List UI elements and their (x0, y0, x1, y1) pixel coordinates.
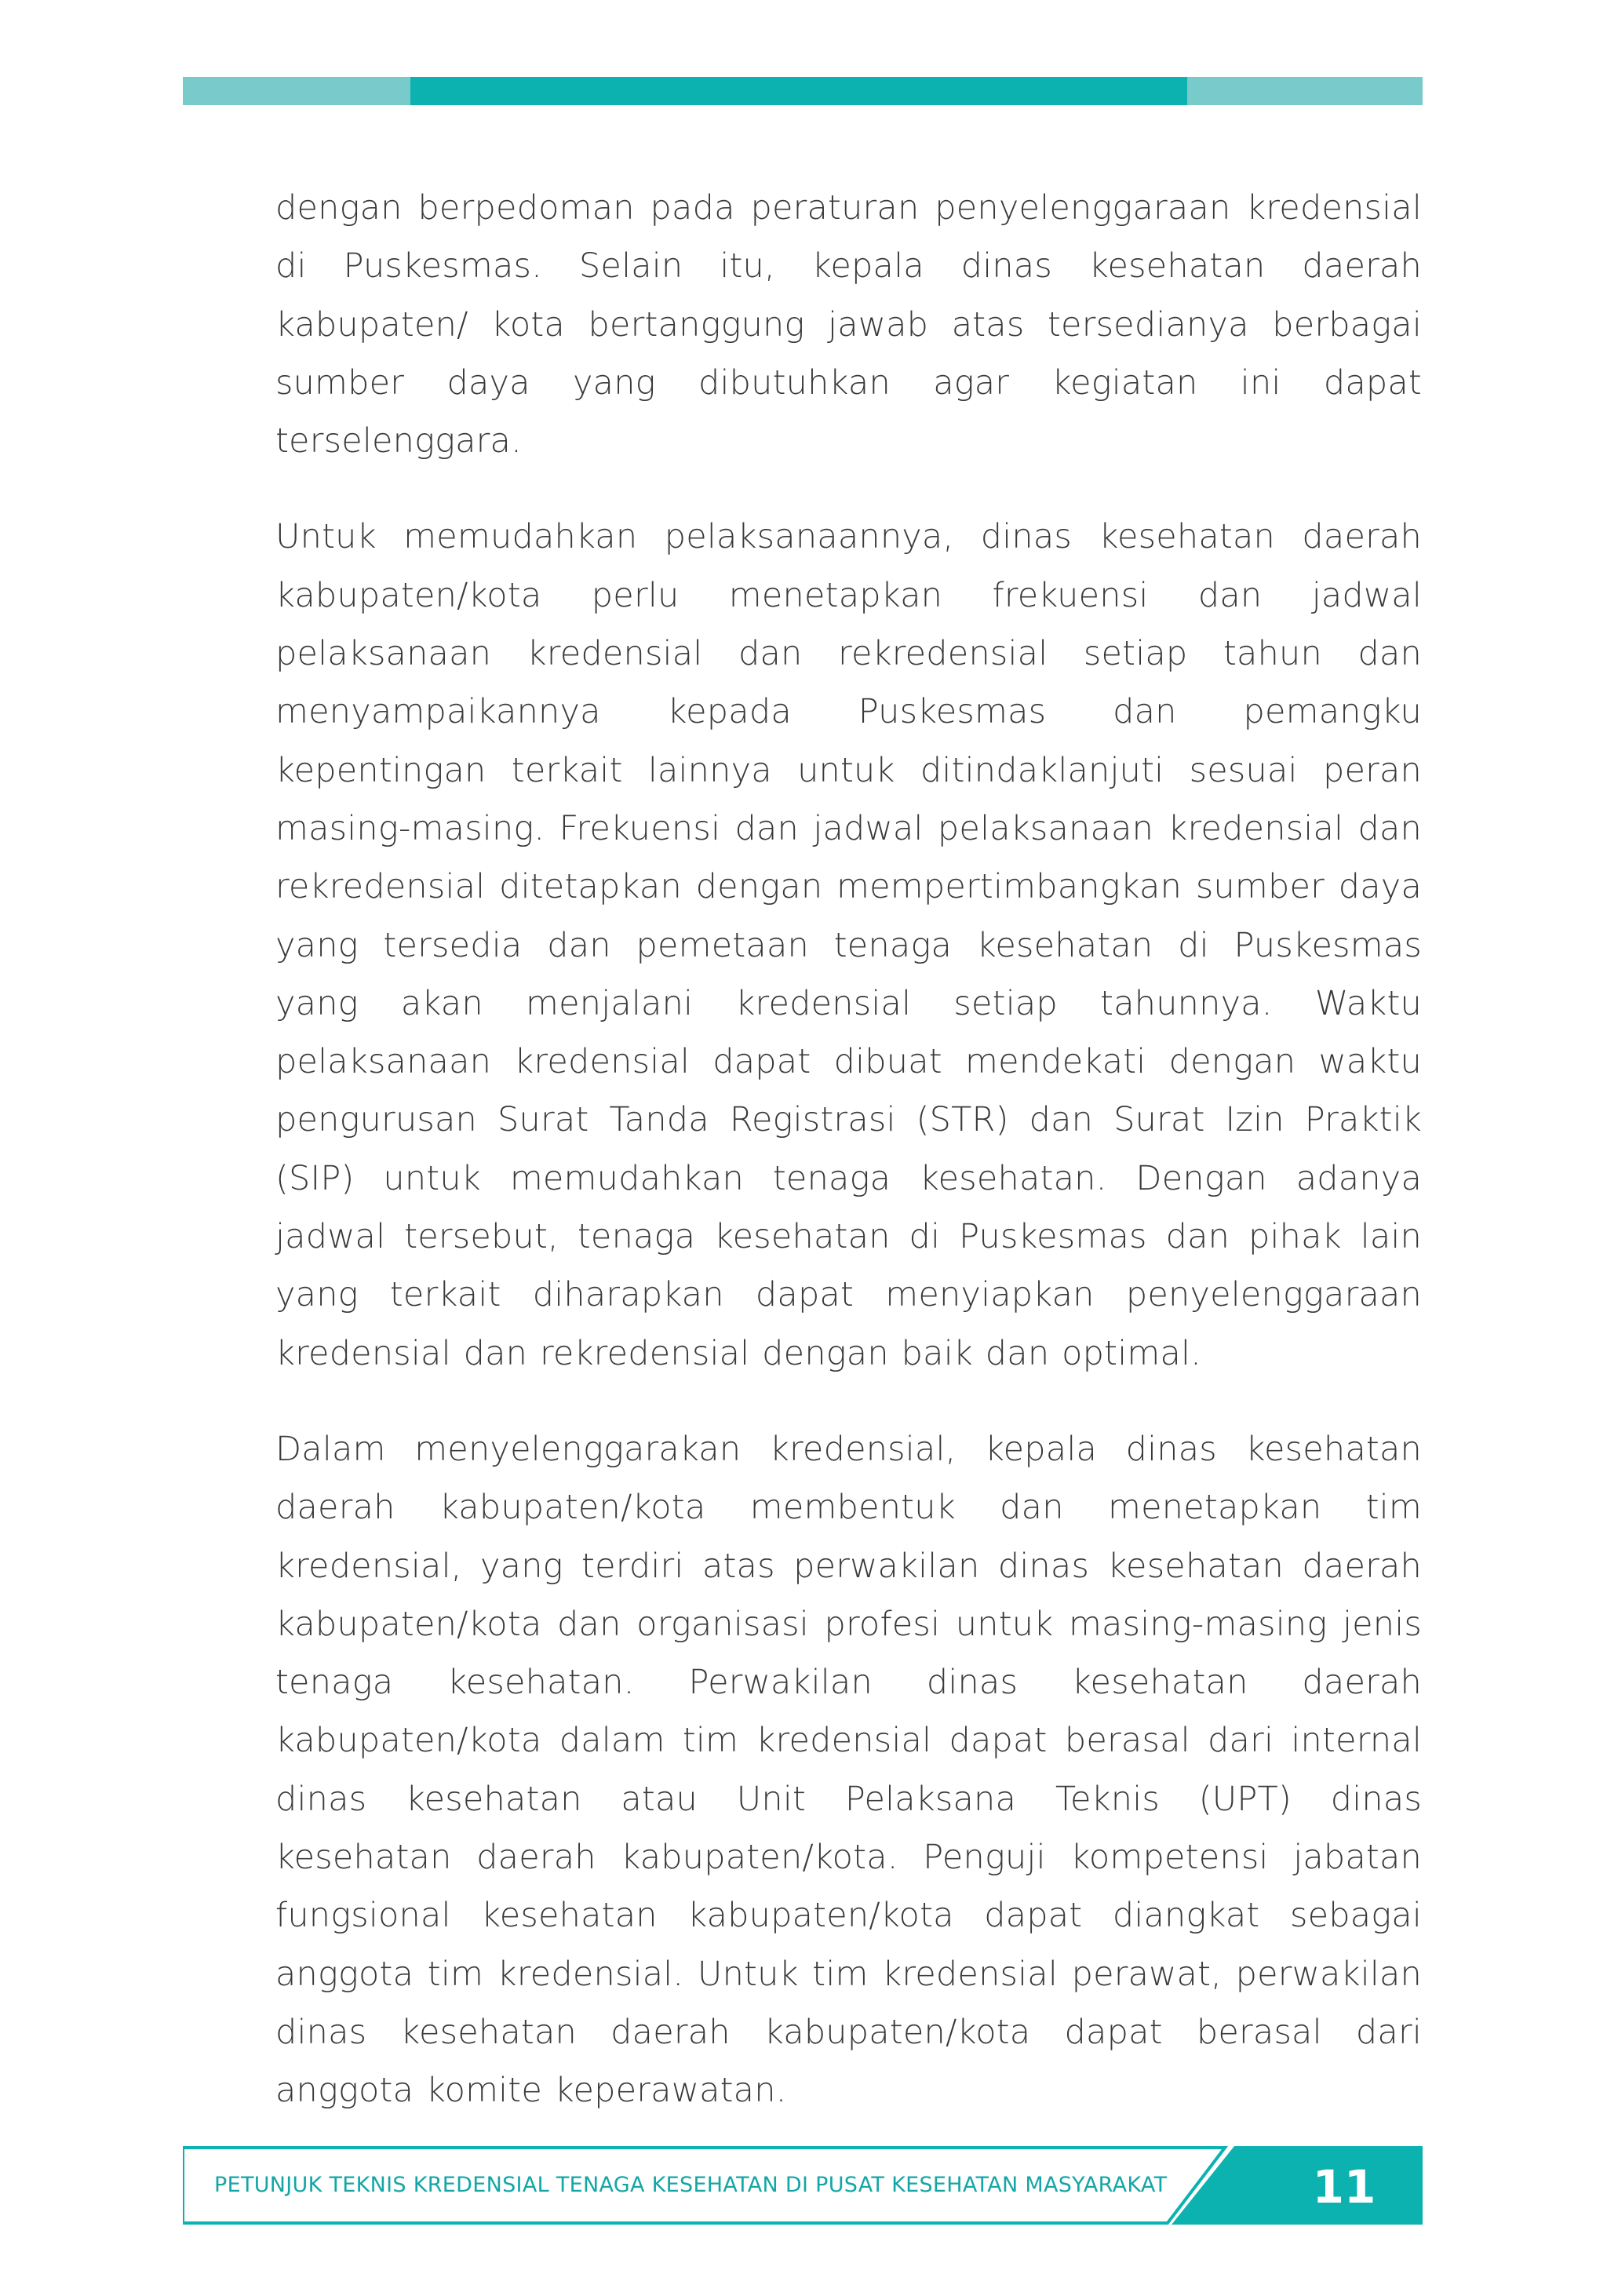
header-accent-segment-center (410, 77, 1187, 105)
page-number: 11 (1312, 2160, 1376, 2214)
page-footer (183, 2146, 1423, 2225)
header-accent-bar (183, 77, 1423, 105)
header-accent-segment-left (183, 77, 410, 105)
header-accent-segment-right (1187, 77, 1423, 105)
body-paragraph-1: dengan berpedoman pada peraturan penyelenggaraan kredensial di Puskesmas. Selain itu, kepala dinas kesehatan daerah kabupaten/ kota bertanggung jawab atas tersedianya berbagai sumber daya yang dibutuhkan agar kegiatan ini dapat terselenggara. (275, 188, 1422, 461)
body-paragraph-3: Dalam menyelenggarakan kredensial, kepala dinas kesehatan daerah kabupaten/kota membentuk dan menetapkan tim kredensial, yang terdiri atas perwakilan dinas kesehatan daerah kabupaten/kota dan organisasi profesi untuk masing-masing jenis tenaga kesehatan. Perwakilan dinas kesehatan daerah kabupaten/kota dalam tim kredensial dapat berasal dari internal dinas kesehatan atau Unit Pelaksana Teknis (UPT) dinas kesehatan daerah kabupaten/kota. Penguji kompetensi jabatan fungsional kesehatan kabupaten/kota dapat diangkat sebagai anggota tim kredensial. Untuk tim kredensial perawat, perwakilan dinas kesehatan daerah kabupaten/kota dapat berasal dari anggota komite keperawatan. (275, 1429, 1422, 2111)
body-paragraph-2: Untuk memudahkan pelaksanaannya, dinas kesehatan daerah kabupaten/kota perlu menetapkan frekuensi dan jadwal pelaksanaan kredensial dan rekredensial setiap tahun dan menyampaikannya kepada Puskesmas dan pemangku kepentingan terkait lainnya untuk ditindaklanjuti sesuai peran masing-masing. Frekuensi dan jadwal pelaksanaan kredensial dan rekredensial ditetapkan dengan mempertimbangkan sumber daya yang tersedia dan pemetaan tenaga kesehatan di Puskesmas yang akan menjalani kredensial setiap tahunnya. Waktu pelaksanaan kredensial dapat dibuat mendekati dengan waktu pengurusan Surat Tanda Registrasi (STR) dan Surat Izin Praktik (SIP) untuk memudahkan tenaga kesehatan. Dengan adanya jadwal tersebut, tenaga kesehatan di Puskesmas dan pihak lain yang terkait diharapkan dapat menyiapkan penyelenggaraan kredensial dan rekredensial dengan baik dan optimal. (275, 517, 1422, 1373)
document-body (275, 179, 1422, 2158)
footer-document-title: PETUNJUK TEKNIS KREDENSIAL TENAGA KESEHATAN DI PUSAT KESEHATAN MASYARAKAT (214, 2173, 1168, 2197)
